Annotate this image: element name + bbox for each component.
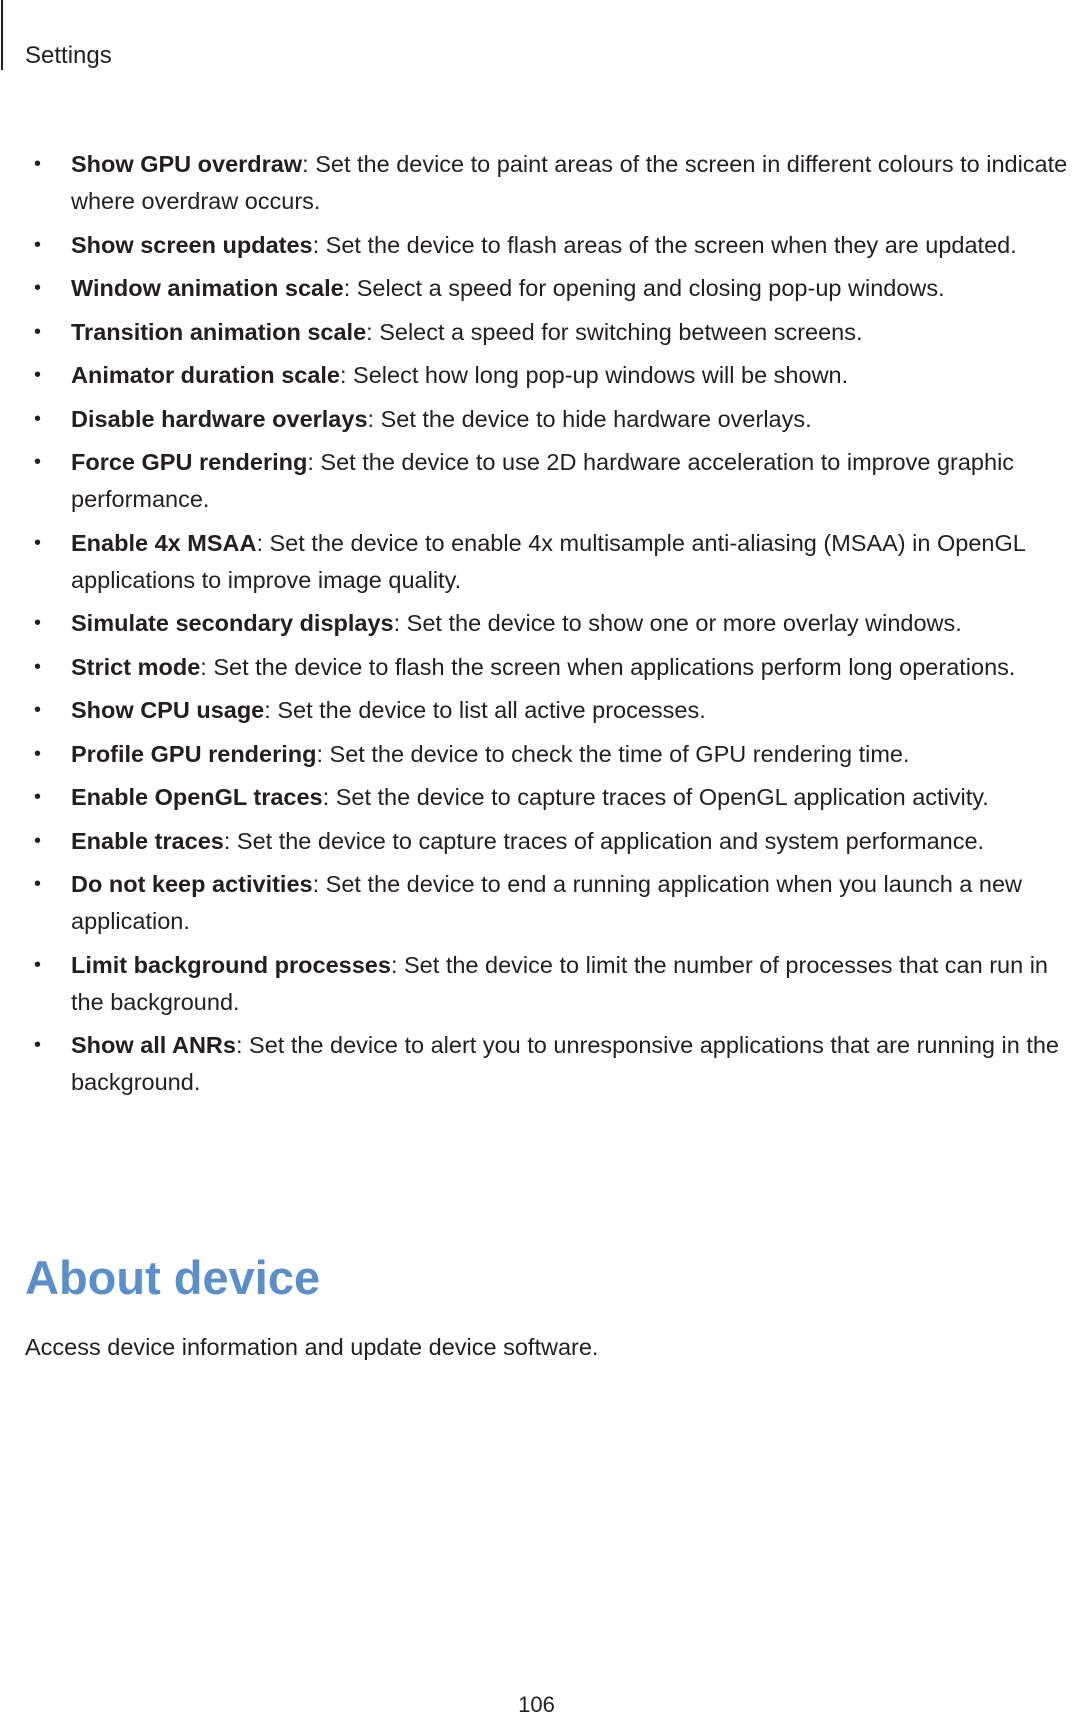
bullet-icon: • (34, 1034, 42, 1056)
item-description: : Set the device to list all active processes. (264, 697, 706, 723)
list-item (0, 736, 1073, 773)
item-description: : Select a speed for opening and closing pop-up windows. (343, 275, 945, 301)
page-number: 106 (518, 1692, 555, 1717)
bullet-icon: • (34, 953, 42, 976)
item-description: : Set the device to capture traces of application and system performance. (223, 827, 985, 854)
bullet-icon: • (34, 699, 42, 721)
list-item (0, 401, 1073, 438)
list-item (0, 692, 1073, 729)
bullet-icon: • (34, 153, 42, 175)
item-term: Transition animation scale (71, 318, 367, 345)
item-term: Enable 4x MSAA (71, 529, 257, 556)
item-description: : Select how long pop-up windows will be shown. (340, 362, 849, 388)
item-description: : Set the device to capture traces of OpenGL application activity. (322, 784, 989, 810)
section-description: Access device information and update device software. (25, 1334, 599, 1360)
list-item (0, 227, 1073, 264)
item-term: Show screen updates (71, 231, 313, 258)
bullet-icon: • (34, 742, 42, 765)
running-header: Settings (25, 42, 112, 69)
bullet-icon: • (34, 873, 42, 895)
bullet-icon: • (34, 364, 42, 386)
list-item (0, 605, 1073, 642)
item-description: : Select a speed for switching between screens. (366, 318, 863, 345)
item-term: Profile GPU rendering (71, 740, 317, 767)
item-description: : Set the device to flash areas of the screen when they are updated. (312, 231, 1017, 258)
item-term: Show CPU usage (71, 697, 265, 723)
list-item (0, 525, 1073, 599)
item-term: Enable traces (71, 827, 224, 854)
developer-options-list (0, 146, 1073, 1108)
bullet-icon: • (34, 786, 42, 808)
bullet-icon: • (34, 829, 42, 852)
bullet-icon: • (34, 233, 42, 256)
bullet-icon: • (34, 277, 42, 299)
list-item (0, 146, 1073, 220)
item-term: Strict mode (71, 653, 201, 680)
list-item (0, 444, 1073, 518)
bullet-icon: • (34, 320, 42, 343)
list-item (0, 357, 1073, 394)
item-description: : Set the device to enable 4x multisample anti-aliasing (MSAA) in OpenGL applications to improve image quality. (71, 529, 1025, 593)
item-description: : Set the device to check the time of GPU rendering time. (316, 740, 910, 767)
item-description: : Set the device to end a running application when you launch a new application. (71, 871, 1023, 934)
list-item (0, 314, 1073, 351)
item-term: Window animation scale (71, 275, 344, 301)
item-term: Animator duration scale (71, 362, 340, 388)
list-item (0, 779, 1073, 816)
list-item (0, 1027, 1073, 1101)
item-description: : Set the device to limit the number of processes that can run in the background. (71, 951, 1048, 1015)
list-item (0, 823, 1073, 860)
bullet-icon: • (34, 655, 42, 678)
item-term: Force GPU rendering (71, 449, 308, 475)
list-item (0, 649, 1073, 686)
item-term: Limit background processes (71, 951, 391, 978)
item-term: Show all ANRs (71, 1032, 236, 1058)
bullet-icon: • (34, 407, 42, 430)
page-edge-rule (1, 0, 3, 70)
bullet-icon: • (34, 612, 42, 634)
item-description: : Set the device to hide hardware overlays. (367, 405, 812, 432)
list-item (0, 270, 1073, 307)
item-term: Simulate secondary displays (71, 610, 394, 636)
section-heading: About device (25, 1251, 321, 1304)
item-description: : Set the device to paint areas of the screen in different colours to indicate where overdraw occurs. (71, 151, 1068, 214)
item-term: Show GPU overdraw (71, 151, 303, 177)
list-item (0, 947, 1073, 1021)
item-description: : Set the device to show one or more overlay windows. (393, 610, 962, 636)
item-term: Disable hardware overlays (71, 405, 368, 432)
item-term: Do not keep activities (71, 871, 313, 897)
list-item (0, 866, 1073, 940)
item-description: : Set the device to alert you to unresponsive applications that are running in the background. (71, 1032, 1059, 1095)
item-term: Enable OpenGL traces (71, 784, 323, 810)
bullet-icon: • (34, 451, 42, 473)
bullet-icon: • (34, 531, 42, 554)
item-description: : Set the device to flash the screen when applications perform long operations. (200, 653, 1016, 680)
item-description: : Set the device to use 2D hardware acceleration to improve graphic performance. (71, 449, 1015, 512)
